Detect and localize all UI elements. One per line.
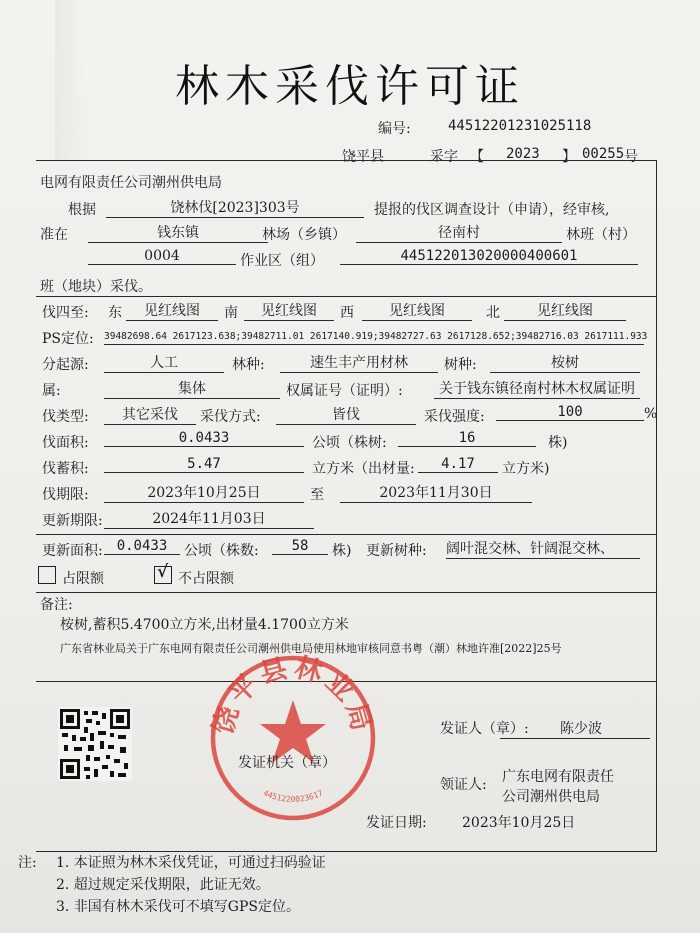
seal-text: 饶平县林业局	[208, 652, 378, 738]
regen-date-label: 更新期限:	[42, 513, 103, 529]
permit-char: 采字	[430, 149, 458, 165]
regen-species-value: 阔叶混交林、针阔混交林、	[446, 538, 640, 559]
permit-suffix: 号	[624, 149, 638, 165]
species-value: 速生丰产用材林	[280, 352, 438, 373]
note-3: 3. 非国有林木采伐可不填写GPS定位。	[56, 899, 301, 915]
quota-included-label: 占限额	[62, 571, 104, 587]
west-label: 西	[340, 305, 354, 321]
gps-label: PS定位:	[42, 331, 94, 347]
quota-excluded-checkbox[interactable]	[154, 562, 172, 584]
method-label: 采伐方式:	[200, 409, 261, 425]
remarks-line-2: 广东省林业局关于广东电网有限责任公司潮州供电局使用林地审核同意书粤（潮）林地许准[2022]25号	[60, 642, 562, 655]
quota-included-checkbox[interactable]	[38, 566, 56, 584]
notes-label: 注:	[18, 855, 37, 871]
document-title: 林木采伐许可证	[175, 61, 525, 112]
west-value: 见红线图	[362, 300, 472, 321]
issuer-org-label: 发证机关（章）	[238, 755, 336, 771]
serial-label: 编号:	[378, 121, 411, 137]
species-label: 林种:	[232, 357, 265, 373]
seal-code: 4451220023617	[261, 788, 325, 804]
cert-label: 权属证号（证明）:	[286, 383, 403, 399]
approve-village: 径南村	[356, 222, 562, 243]
cert-value: 关于钱东镇径南村林木权属证明	[434, 378, 640, 399]
holder-name: 电网有限责任公司潮州供电局	[40, 175, 222, 191]
period-label: 伐期限:	[42, 487, 89, 503]
regen-count: 58	[272, 538, 328, 555]
svg-text:4451220023617	[262, 788, 325, 804]
regen-species-label: 更新树种:	[366, 543, 427, 559]
approve-label: 准在	[40, 227, 68, 243]
work-zone-value: 445122013020000400601	[340, 248, 638, 265]
intensity-label: 采伐强度:	[424, 409, 485, 425]
south-label: 南	[224, 305, 238, 321]
issuer-person-label: 发证人（章）:	[440, 721, 529, 737]
regen-area-unit: 公顷（株数:	[184, 543, 259, 559]
south-value: 见红线图	[244, 300, 334, 321]
north-value: 见红线图	[504, 300, 626, 321]
approve-town: 钱东镇	[88, 222, 268, 243]
work-label: 作业区（组）	[240, 253, 324, 269]
origin-value: 人工	[104, 352, 224, 373]
official-seal	[208, 652, 378, 824]
permit-year: 2023	[506, 146, 540, 162]
origin-label: 分起源:	[42, 357, 89, 373]
felling-type-value: 其它采伐	[104, 404, 196, 425]
volume-label: 伐蓄积:	[42, 461, 89, 477]
period-start: 2023年10月25日	[104, 482, 304, 503]
work-class-value: 0004	[88, 248, 236, 265]
issue-date-label: 发证日期:	[366, 815, 427, 831]
method-value: 皆伐	[276, 404, 416, 425]
volume-unit-label: 立方米（出材量:	[312, 461, 415, 477]
north-label: 北	[486, 305, 500, 321]
receiver-line-2: 公司潮州供电局	[502, 789, 600, 805]
basis-doc: 饶林伐[2023]303号	[106, 197, 364, 218]
basis-label: 根据	[68, 202, 96, 218]
area-unit-label: 公顷（株树:	[312, 435, 387, 451]
issue-date: 2023年10月25日	[462, 815, 576, 831]
checkmark-icon: √	[157, 562, 169, 582]
east-value: 见红线图	[126, 300, 218, 321]
intensity-value: 100	[496, 404, 644, 421]
volume-value: 5.47	[104, 456, 304, 473]
area-trees-unit: 株)	[548, 435, 568, 451]
separator-2	[36, 534, 656, 535]
basis-tail: 提报的伐区调查设计（申请），经审核,	[374, 202, 610, 218]
ownership-value: 集体	[104, 378, 280, 399]
issuer-person: 陈少波	[560, 721, 602, 737]
gps-value: 39482698.64 2617123.638;39482711.01 2617140.919;39482727.63 2617128.652;39482716.03 2617111.933	[104, 331, 648, 342]
gps-underline	[104, 344, 644, 345]
remarks-line-1: 桉树,蓄积5.4700立方米,出材量4.1700立方米	[60, 617, 349, 633]
tree-label: 树种:	[444, 357, 477, 373]
quota-excluded-label: 不占限额	[178, 571, 234, 587]
regen-area-value: 0.0433	[104, 538, 180, 555]
remarks-label: 备注:	[40, 597, 73, 613]
regen-date-value: 2024年11月03日	[104, 508, 314, 529]
felling-type-label: 伐类型:	[42, 409, 89, 425]
plot-label: 班（地块）采伐。	[40, 279, 152, 295]
permit-number: 00255	[582, 146, 625, 162]
note-2: 2. 超过规定采伐期限，此证无效。	[56, 877, 270, 893]
area-value: 0.0433	[104, 430, 304, 447]
issuer-person-underline	[500, 738, 650, 739]
note-1: 1. 本证照为林木采伐凭证，可通过扫码验证	[56, 855, 326, 871]
period-end: 2023年11月30日	[340, 482, 532, 503]
regen-area-label: 更新面积:	[42, 543, 103, 559]
receiver-label: 领证人:	[440, 777, 487, 793]
separator-3	[36, 592, 656, 593]
percent-sign: %	[644, 406, 658, 422]
farm-label: 林场（乡镇）	[262, 227, 346, 243]
regen-count-unit: 株)	[332, 543, 352, 559]
volume-out: 4.17	[418, 456, 498, 473]
separator-1	[36, 296, 656, 297]
receiver-line-1: 广东电网有限责任	[502, 769, 614, 785]
class-label: 林班（村）	[566, 227, 636, 243]
bounds-label: 伐四至:	[42, 305, 89, 321]
area-trees: 16	[398, 430, 536, 447]
period-to: 至	[310, 487, 324, 503]
permit-county: 饶平县	[342, 149, 384, 165]
ownership-label: 属:	[42, 383, 61, 399]
area-label: 伐面积:	[42, 435, 89, 451]
east-label: 东	[108, 305, 122, 321]
qr-code-icon[interactable]	[58, 707, 132, 781]
permit-bracket-open: 【	[470, 149, 484, 165]
serial-number: 44512201231025118	[448, 118, 592, 134]
permit-bracket-close: 】	[562, 149, 576, 165]
volume-out-unit: 立方米)	[502, 461, 550, 477]
tree-value: 桉树	[490, 352, 640, 373]
